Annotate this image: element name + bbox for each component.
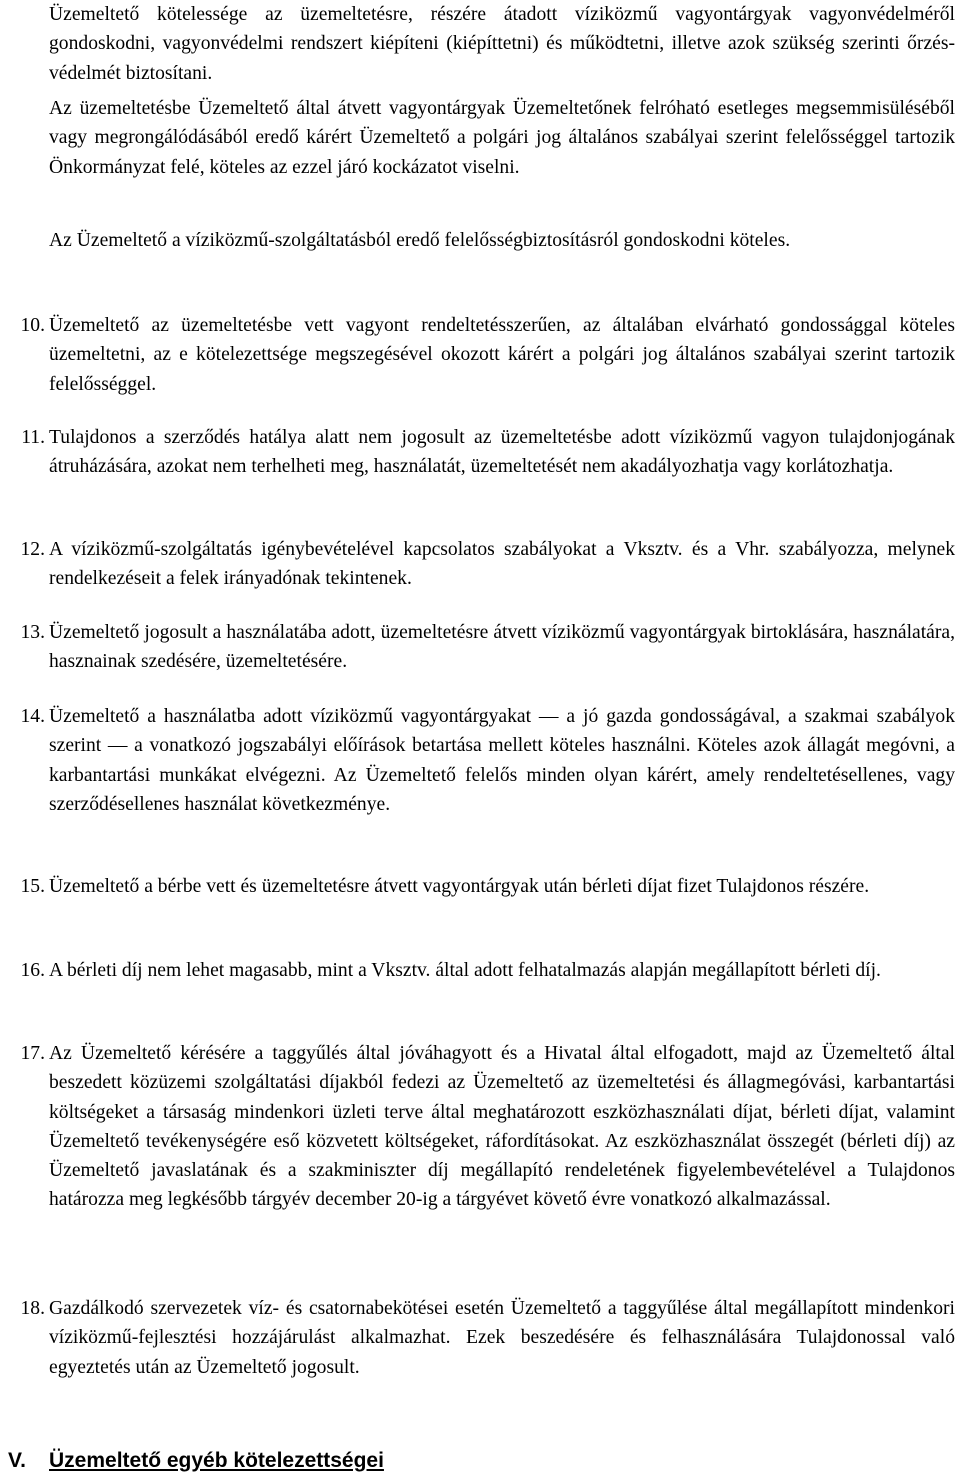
list-item (20, 535, 955, 594)
item-number: 12. (20, 539, 45, 560)
intro-paragraph-1: Üzemeltető kötelessége az üzemeltetésre, részére átadott víziközmű vagyontárgyak vagyonvédelméről gondoskodni, vagyonvédelmi rendszert kiépíteni (kiépíttetni) és működtetni, illetve azok szükség szerinti őrzés-védelmét biztosítani. (49, 4, 955, 84)
list-item (20, 311, 955, 399)
item-number: 10. (20, 315, 45, 336)
list-item (20, 1039, 955, 1215)
item-number: 17. (20, 1043, 45, 1064)
item-text: Gazdálkodó szervezetek víz- és csatornabekötései esetén Üzemeltető a taggyűlése által megállapított mindenkori víziközmű-fejlesztési hozzájárulást alkalmazhat. Ezek beszedésére és felhasználására Tulajdonossal való egyeztetés után az Üzemeltető jogosult. (49, 1298, 955, 1378)
item-number: 15. (20, 876, 45, 897)
item-number: 16. (20, 960, 45, 981)
intro-paragraph-2: Az üzemeltetésbe Üzemeltető által átvett vagyontárgyak Üzemeltetőnek felróható esetleges megsemmisüléséből vagy megrongálódásából eredő kárért Üzemeltető a polgári jog általános szabályai szerint felelősséggel tartozik Önkormányzat felé, köteles az ezzel járó kockázatot viselni. (49, 98, 955, 178)
list-item (20, 872, 955, 901)
list-item (20, 618, 955, 677)
item-text: Üzemeltető a bérbe vett és üzemeltetésre átvett vagyontárgyak után bérleti díjat fizet Tulajdonos részére. (49, 876, 870, 897)
item-text: A víziközmű-szolgáltatás igénybevételével kapcsolatos szabályokat a Vksztv. és a Vhr. szabályozza, melynek rendelkezéseit a felek irányadónak tekintenek. (49, 539, 955, 590)
list-item (20, 956, 955, 985)
item-number: 18. (20, 1298, 45, 1319)
section-number: V. (8, 1449, 26, 1472)
list-item (20, 1294, 955, 1382)
item-number: 14. (20, 706, 45, 727)
section-title: Üzemeltető egyéb kötelezettségei (49, 1449, 384, 1472)
item-text: Üzemeltető jogosult a használatába adott, üzemeltetésre átvett víziközmű vagyontárgyak birtoklására, használatára, hasznainak szedésére, üzemeltetésére. (49, 622, 955, 673)
item-number: 13. (20, 622, 45, 643)
item-text: Üzemeltető a használatba adott víziközmű vagyontárgyakat — a jó gazda gondosságával, a szakmai szabályok szerint — a vonatkozó jogszabályi előírások betartása mellett köteles használni. Köteles azok állagát megóvni, a karbantartási munkákat elvégezni. Az Üzemeltető felelős minden olyan kárért, amely rendeltetésellenes, vagy szerződésellenes használat következménye. (49, 706, 955, 815)
item-number: 11. (21, 427, 45, 448)
intro-paragraph-3: Az Üzemeltető a víziközmű-szolgáltatásból eredő felelősségbiztosításról gondoskodni köteles. (49, 230, 791, 251)
item-text: A bérleti díj nem lehet magasabb, mint a Vksztv. által adott felhatalmazás alapján megállapított bérleti díj. (49, 960, 881, 981)
item-text: Üzemeltető az üzemeltetésbe vett vagyont rendeltetésszerűen, az általában elvárható gondossággal köteles üzemeltetni, az e kötelezettsége megszegésével okozott kárért a polgári jog általános szabályai szerint tartozik felelősséggel. (49, 315, 955, 395)
list-item (21, 423, 955, 482)
item-text: Az Üzemeltető kérésére a taggyűlés által jóváhagyott és a Hivatal által elfogadott, majd az Üzemeltető által beszedett közüzemi szolgáltatási díjakból fedezi az Üzemeltető az üzemeltetési és állagmegóvási, karbantartási költségeket a társaság mindenkori üzleti terve által meghatározott eszközhasználati díjat, bérleti díjat, valamint Üzemeltető tevékenységére eső közvetett költségeket, ráfordításokat. Az eszközhasználat összegét (bérleti díj) az Üzemeltető javaslatának és a szakminiszter díj megállapító rendeletének figyelembevételével a Tulajdonos határozza meg legkésőbb tárgyév december 20-ig a tárgyévet követő évre vonatkozó alkalmazással. (49, 1043, 955, 1211)
item-text: Tulajdonos a szerződés hatálya alatt nem jogosult az üzemeltetésbe adott víziközmű vagyon tulajdonjogának átruházására, azokat nem terhelheti meg, használatát, üzemeltetését nem akadályozhatja vagy korlátozhatja. (49, 427, 955, 478)
list-item (20, 702, 955, 819)
